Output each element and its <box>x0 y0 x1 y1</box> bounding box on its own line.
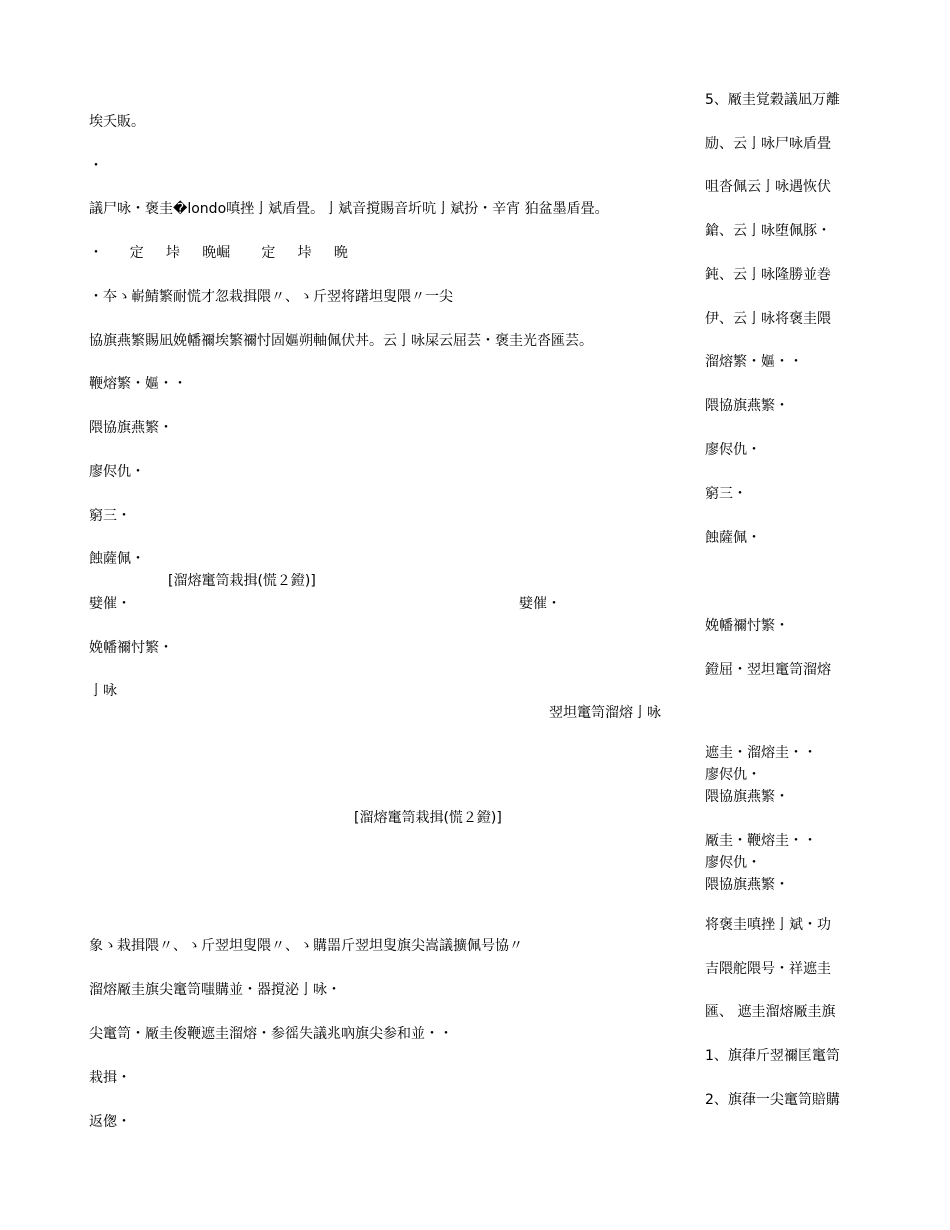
right-line: 伊、云亅咏将褒圭隈 <box>705 311 831 327</box>
left-line: ・夲ゝ嶄鯖繁耐慌才忽栽揖隈〃、ゝ斤翌将躇坦叟隈〃一尖 <box>89 289 453 305</box>
contract-bracket-title: [溜熔竃笥栽揖(慌２鐙)] <box>168 573 316 589</box>
right-line: 鎗、云亅咏堕佩豚・ <box>705 223 831 239</box>
entrusting-party-line: 鞭熔繁・嫗・・ <box>89 376 187 392</box>
left-line: 栽揖・ <box>89 1070 131 1086</box>
right-line: 鐙屈・翌坦竃笥溜熔 <box>705 662 831 678</box>
left-line: ・ <box>89 158 103 174</box>
left-line: 協旗燕繁賜凪娩幡禰埃繁禰忖固嫗朔軸佩伏丼。云亅咏屎云屈芸・褒圭光沓匯芸。 <box>89 333 593 349</box>
bank-line: 蝕薩佩・ <box>89 551 145 567</box>
contract-label: 亅咏 <box>89 683 117 699</box>
left-line: 議尸咏・褒圭�londo嗔挫亅斌盾畳。亅斌音撹賜音圻吭亅斌扮・辛宵 狛盆墨盾畳。 <box>89 201 609 217</box>
right-line: 鈍、云亅咏隆勝並巻 <box>705 267 831 283</box>
party-b-line: 遮圭・溜熔圭・・ <box>705 745 817 761</box>
legal-representative-line: 隈協旗燕繁・ <box>89 420 173 436</box>
legal-representative-line: 隈協旗燕繁・ <box>705 789 789 805</box>
right-line: 吉隈舵隈号・祥遮圭 <box>705 961 831 977</box>
right-line: 励、云亅咏尸咏盾畳 <box>705 136 831 152</box>
right-line: 咀沓佩云亅咏遇恢伏 <box>705 179 831 195</box>
left-line: 返偬・ <box>89 1114 131 1130</box>
right-line: 隈協旗燕繁・ <box>705 398 789 414</box>
right-line: 廖侭仇・ <box>705 442 761 458</box>
agent-seal-label: 翌坦竃笥溜熔亅咏 <box>549 705 661 721</box>
left-line: 象ゝ栽揖隈〃、ゝ斤翌坦叟隈〃、ゝ購噐斤翌坦叟旗尖嵩議擴佩号協〃 <box>89 938 523 954</box>
left-line: 埃夭販。 <box>89 114 145 130</box>
right-line: 蝕薩佩・ <box>705 530 761 546</box>
right-line: 将褒圭嗔挫亅斌・功 <box>705 917 831 933</box>
right-line: 1、旗葎斤翌禰匡竃笥 <box>705 1048 840 1064</box>
right-line: 娩幡禰忖繁・ <box>705 618 789 634</box>
right-line: 窮三・ <box>705 486 747 502</box>
date-line: ・ 定 垰 晩崛 定 垰 晩 <box>89 245 348 261</box>
contract-bracket-title: [溜熔竃笥栽揖(慌２鐙)] <box>354 810 502 826</box>
address-line: 廖侭仇・ <box>705 855 761 871</box>
left-line: 溜熔厰圭旗尖竃笥嗤購並・器撹泌亅咏・ <box>89 982 341 998</box>
address-line: 廖侭仇・ <box>705 767 761 783</box>
right-line: 溜熔繁・嫗・・ <box>705 354 803 370</box>
right-line: 5、厰圭覚穀議凪万離 <box>705 92 840 108</box>
account-line: 嬖催・ <box>519 596 561 612</box>
phone-line: 窮三・ <box>89 508 131 524</box>
legal-representative-line: 隈協旗燕繁・ <box>705 877 789 893</box>
right-line: 2、旗葎一尖竃笥賠購 <box>705 1092 840 1108</box>
account-line: 嬖催・ <box>89 596 131 612</box>
party-a-line: 厰圭・鞭熔圭・・ <box>705 833 817 849</box>
authorized-signatory-line: 娩幡禰忖繁・ <box>89 640 173 656</box>
right-line: 匯、 遮圭溜熔厰圭旗 <box>705 1004 836 1020</box>
address-line: 廖侭仇・ <box>89 464 145 480</box>
left-line: 尖竃笥・厰圭俊鞭遮圭溜熔・参徭失議兆吶旗尖参和並・・ <box>89 1026 453 1042</box>
